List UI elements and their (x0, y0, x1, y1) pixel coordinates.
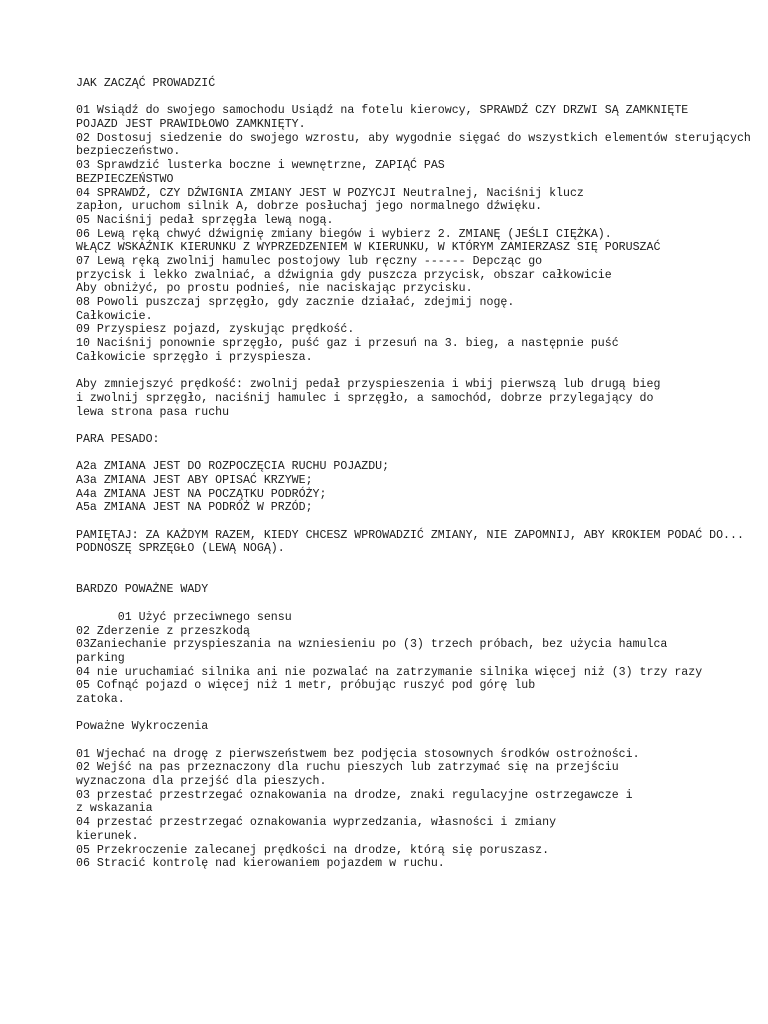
text-line: i zwolnij sprzęgło, naciśnij hamulec i sprzęgło, a samochód, dobrze przylegający do (76, 391, 654, 405)
text-line: Poważne Wykroczenia (76, 720, 209, 734)
text-line: 09 Przyspiesz pojazd, zyskując prędkość. (76, 323, 355, 337)
text-line: kierunek. (76, 829, 139, 843)
text-line: zatoka. (76, 692, 125, 706)
text-line: zapłon, uruchom silnik A, dobrze posłuchaj jego normalnego dźwięku. (76, 200, 543, 214)
text-line: A4a ZMIANA JEST NA POCZĄTKU PODRÓŻY; (76, 487, 327, 501)
blank-line (76, 91, 768, 105)
text-line: 04 SPRAWDŹ, CZY DŹWIGNIA ZMIANY JEST W POZYCJI Neutralnej, Naciśnij klucz (76, 186, 584, 200)
text-line: 05 Naciśnij pedał sprzęgła lewą nogą. (76, 213, 334, 227)
text-line: 06 Stracić kontrolę nad kierowaniem pojazdem w ruchu. (76, 857, 445, 871)
blank-line (76, 515, 768, 529)
text-line: bezpieczeństwo. (76, 145, 181, 159)
text-line: parking (76, 651, 125, 665)
text-line: 06 Lewą ręką chwyć dźwignię zmiany biegów i wybierz 2. ZMIANĘ (JEŚLI CIĘŻKA). (76, 227, 612, 241)
text-line: JAK ZACZĄĆ PROWADZIĆ (76, 77, 216, 90)
text-line: 10 Naciśnij ponownie sprzęgło, puść gaz i przesuń na 3. bieg, a następnie puść (76, 337, 619, 351)
text-line: Aby obniżyć, po prostu podnieś, nie naciskając przycisku. (76, 282, 473, 296)
text-line: 02 Zderzenie z przeszkodą (76, 624, 250, 638)
text-line: 07 Lewą ręką zwolnij hamulec postojowy lub ręczny ------ Depcząc go (76, 254, 543, 268)
text-line: 04 nie uruchamiać silnika ani nie pozwalać na zatrzymanie silnika więcej niż (3) trzy razy (76, 665, 703, 679)
text-line: 08 Powoli puszczaj sprzęgło, gdy zacznie działać, zdejmij nogę. (76, 296, 515, 309)
blank-line (76, 419, 768, 433)
text-line: z wskazania (76, 802, 153, 816)
text-line: A3a ZMIANA JEST ABY OPISAĆ KRZYWE; (76, 473, 313, 487)
text-line: POJAZD JEST PRAWIDŁOWO ZAMKNIĘTY. (76, 118, 306, 132)
text-line: Aby zmniejszyć prędkość: zwolnij pedał przyspieszenia i wbij pierwszą lub drugą bieg (76, 378, 661, 392)
text-line: 03 Sprawdzić lusterka boczne i wewnętrzne, ZAPIĄĆ PAS (76, 159, 445, 173)
text-line: Całkowicie. (76, 309, 153, 323)
blank-line (76, 707, 768, 721)
blank-line (76, 570, 768, 584)
text-line: Całkowicie sprzęgło i przyspiesza. (76, 350, 313, 364)
text-line: 02 Dostosuj siedzenie do swojego wzrostu, aby wygodnie sięgać do wszystkich elementów sterujących (76, 131, 751, 145)
text-line: wyznaczona dla przejść dla pieszych. (76, 775, 327, 789)
text-line: WŁĄCZ WSKAŹNIK KIERUNKU Z WYPRZEDZENIEM W KIERUNKU, W KTÓRYM ZAMIERZASZ SIĘ PORUSZAĆ (76, 241, 661, 255)
blank-line (76, 447, 768, 461)
text-line: 05 Przekroczenie zalecanej prędkości na drodze, którą się poruszasz. (76, 843, 550, 857)
text-line: 05 Cofnąć pojazd o więcej niż 1 metr, próbując ruszyć pod górę lub (76, 679, 536, 693)
text-line: A2a ZMIANA JEST DO ROZPOCZĘCIA RUCHU POJAZDU; (76, 460, 390, 474)
text-line: przycisk i lekko zwalniać, a dźwignia gdy puszcza przycisk, obszar całkowicie (76, 268, 612, 282)
text-line: 01 Wjechać na drogę z pierwszeństwem bez podjęcia stosownych środków ostrożności. (76, 747, 640, 761)
text-line: PARA PESADO: (76, 432, 160, 446)
blank-line (76, 734, 768, 748)
blank-line (76, 597, 768, 611)
document-body (76, 77, 768, 871)
blank-line (76, 556, 768, 570)
text-line: PAMIĘTAJ: ZA KAŻDYM RAZEM, KIEDY CHCESZ WPROWADZIĆ ZMIANY, NIE ZAPOMNIJ, ABY KROKIEM PODAĆ DO... (76, 528, 744, 542)
blank-line (76, 364, 768, 378)
text-line: 01 Wsiądź do swojego samochodu Usiądź na fotelu kierowcy, SPRAWDŹ CZY DRZWI SĄ ZAMKNIĘTE (76, 104, 689, 118)
text-line: 03Zaniechanie przyspieszania na wzniesieniu po (3) trzech próbach, bez użycia hamulca (76, 638, 668, 652)
text-line: A5a ZMIANA JEST NA PODRÓŻ W PRZÓD; (76, 501, 313, 515)
text-line: PODNOSZĘ SPRZĘGŁO (LEWĄ NOGĄ). (76, 542, 285, 556)
text-line: lewa strona pasa ruchu (76, 405, 230, 419)
text-line: BEZPIECZEŃSTWO (76, 172, 174, 186)
text-line: 04 przestać przestrzegać oznakowania wyprzedzania, własności i zmiany (76, 816, 557, 830)
text-line: 01 Użyć przeciwnego sensu (76, 610, 292, 624)
text-line: 02 Wejść na pas przeznaczony dla ruchu pieszych lub zatrzymać się na przejściu (76, 761, 619, 775)
text-line: BARDZO POWAŻNE WADY (76, 583, 209, 597)
text-line: 03 przestać przestrzegać oznakowania na drodze, znaki regulacyjne ostrzegawcze i (76, 788, 633, 802)
